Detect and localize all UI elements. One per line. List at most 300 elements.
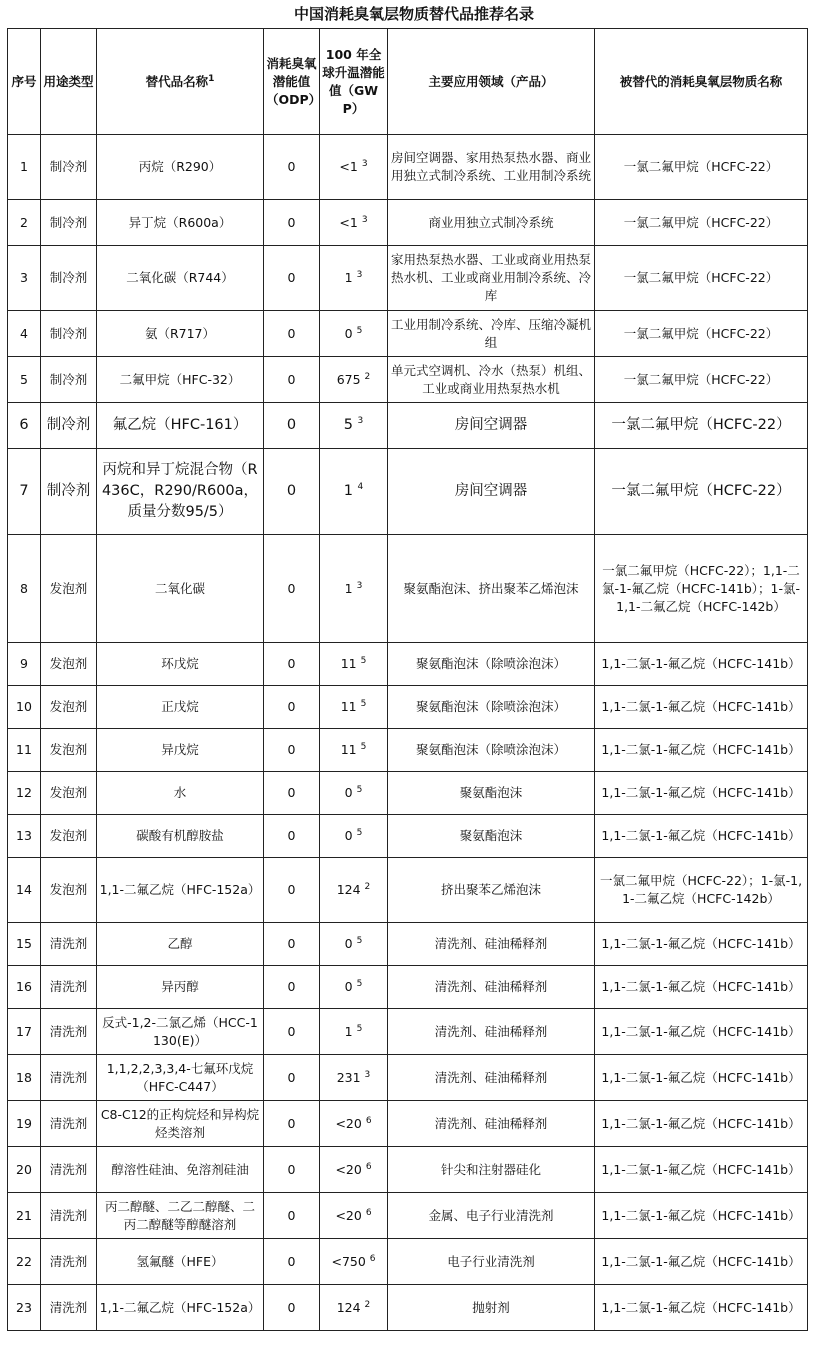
cell-gwp [320,858,388,923]
cell-replaced [595,923,808,966]
cell-odp [264,729,320,772]
cell-replaced-text: 1,1-二氯-1-氟乙烷（HCFC-141b） [601,1207,801,1223]
cell-name [97,815,264,858]
table-row [8,858,808,923]
gwp-footnote: 5 [356,1023,363,1034]
cell-no [8,449,41,535]
cell-gwp-text: <1 [339,214,358,230]
cell-odp [264,772,320,815]
header-replaced: 被替代的消耗臭氧层物质名称 [595,29,808,135]
cell-gwp-text: 1 [343,483,353,499]
cell-no [8,643,41,686]
cell-type [41,772,97,815]
cell-name-text: 碳酸有机醇胺盐 [136,828,224,843]
cell-replaced [595,1055,808,1101]
cell-name [97,1285,264,1331]
gwp-footnote: 6 [369,1253,376,1264]
cell-gwp [320,643,388,686]
cell-name [97,1009,264,1055]
table-row [8,357,808,403]
cell-no-text: 22 [16,1253,32,1269]
cell-replaced [595,1193,808,1239]
cell-replaced [595,1147,808,1193]
cell-replaced [595,729,808,772]
cell-application-text: 房间空调器 [454,483,528,499]
table-row [8,200,808,246]
cell-replaced [595,815,808,858]
cell-no [8,1285,41,1331]
cell-replaced [595,311,808,357]
cell-name-text: 二氟甲烷（HFC-32） [119,371,241,387]
cell-type [41,815,97,858]
cell-replaced-text: 一氯二氟甲烷（HCFC-22） [611,483,791,499]
cell-application-text: 挤出聚苯乙烯泡沫 [440,882,541,897]
cell-replaced-text: 一氯二氟甲烷（HCFC-22） [623,270,779,285]
cell-name [97,1193,264,1239]
cell-gwp-text: 124 [336,882,361,897]
cell-type [41,923,97,966]
gwp-footnote: 3 [357,416,364,427]
cell-name-text: 氟乙烷（HFC-161） [112,417,248,433]
cell-odp-text: 0 [287,656,296,671]
cell-replaced-text: 1,1-二氯-1-氟乙烷（HCFC-141b） [601,1253,801,1269]
cell-no-text: 9 [20,656,28,671]
cell-odp [264,686,320,729]
cell-application-text: 聚氨酯泡沫（除喷涂泡沫） [415,656,566,671]
cell-odp [264,311,320,357]
cell-gwp-text: 11 [340,699,357,714]
cell-type [41,449,97,535]
cell-type [41,535,97,643]
cell-type-text: 清洗剂 [49,1207,88,1223]
cell-application [388,815,595,858]
gwp-footnote: 3 [361,158,368,169]
table-row [8,729,808,772]
cell-gwp [320,200,388,246]
cell-application-text: 聚氨酯泡沫、挤出聚苯乙烯泡沫 [403,580,579,596]
cell-odp [264,643,320,686]
cell-type [41,403,97,449]
table-row [8,403,808,449]
cell-odp-text: 0 [287,882,296,897]
cell-type [41,966,97,1009]
cell-no [8,772,41,815]
cell-application-text: 聚氨酯泡沫（除喷涂泡沫） [415,699,566,714]
cell-no-text: 21 [16,1207,32,1223]
cell-type [41,357,97,403]
header-type: 用途类型 [41,29,97,135]
gwp-footnote: 5 [360,741,367,752]
cell-type [41,311,97,357]
cell-no [8,1147,41,1193]
cell-gwp [320,729,388,772]
cell-no-text: 18 [16,1069,32,1085]
cell-name-text: 氢氟醚（HFE） [136,1253,224,1269]
cell-gwp [320,449,388,535]
gwp-footnote: 5 [356,978,363,989]
cell-replaced-text: 一氯二氟甲烷（HCFC-22） [623,371,779,387]
cell-type-text: 发泡剂 [49,882,88,897]
cell-application [388,1285,595,1331]
gwp-footnote: 6 [365,1207,372,1218]
cell-gwp [320,1101,388,1147]
cell-replaced-text: 一氯二氟甲烷（HCFC-22） [623,159,779,174]
cell-application-text: 清洗剂、硅油稀释剂 [434,1069,548,1085]
cell-application-text: 聚氨酯泡沫 [459,828,523,843]
cell-application [388,200,595,246]
cell-replaced-text: 1,1-二氯-1-氟乙烷（HCFC-141b） [601,742,801,757]
cell-no [8,311,41,357]
cell-odp [264,246,320,311]
cell-odp [264,200,320,246]
table-row [8,686,808,729]
cell-gwp-text: 0 [344,828,353,843]
cell-name-text: 乙醇 [167,936,193,951]
cell-name [97,729,264,772]
cell-replaced [595,403,808,449]
cell-replaced [595,1101,808,1147]
cell-application-text: 清洗剂、硅油稀释剂 [434,936,548,951]
gwp-footnote: 4 [357,482,364,493]
cell-name [97,686,264,729]
cell-replaced-text: 1,1-二氯-1-氟乙烷（HCFC-141b） [601,1023,801,1039]
cell-no-text: 4 [20,325,28,341]
cell-gwp-text: 11 [340,742,357,757]
cell-odp [264,966,320,1009]
cell-application [388,643,595,686]
cell-odp-text: 0 [287,1023,296,1039]
cell-no [8,1009,41,1055]
cell-gwp-text: 1 [344,1023,353,1039]
cell-name [97,1101,264,1147]
cell-gwp [320,1009,388,1055]
table-row [8,535,808,643]
cell-no-text: 8 [20,580,28,596]
cell-replaced-text: 1,1-二氯-1-氟乙烷（HCFC-141b） [601,828,801,843]
cell-name [97,357,264,403]
header-odp: 消耗臭氧潜能值（ODP） [264,29,320,135]
cell-no-text: 3 [20,270,28,285]
cell-name-text: 氨（R717） [144,325,216,341]
cell-replaced [595,449,808,535]
cell-name-text: 丙烷和异丁烷混合物（R436C，R290/R600a，质量分数95/5） [101,462,259,520]
cell-type [41,1101,97,1147]
cell-gwp [320,1285,388,1331]
cell-name [97,966,264,1009]
gwp-footnote: 5 [356,325,363,336]
cell-replaced [595,686,808,729]
cell-type-text: 制冷剂 [49,371,88,387]
cell-replaced [595,772,808,815]
cell-no [8,966,41,1009]
cell-application [388,135,595,200]
table-row [8,1101,808,1147]
table-row [8,1193,808,1239]
table-row [8,449,808,535]
cell-application [388,357,595,403]
cell-odp [264,858,320,923]
cell-no [8,858,41,923]
cell-odp-text: 0 [287,159,296,174]
cell-no [8,403,41,449]
cell-application [388,923,595,966]
cell-odp-text: 0 [287,936,296,951]
cell-odp-text: 0 [287,214,296,230]
cell-odp-text: 0 [287,1253,296,1269]
cell-application-text: 商业用独立式制冷系统 [428,214,554,230]
cell-odp-text: 0 [287,1207,296,1223]
cell-name-text: 醇溶性硅油、免溶剂硅油 [111,1161,249,1177]
cell-type-text: 制冷剂 [46,483,91,499]
cell-application [388,449,595,535]
cell-type-text: 制冷剂 [49,159,88,174]
cell-gwp-text: 231 [336,1069,361,1085]
cell-no [8,1239,41,1285]
cell-replaced-text: 一氯二氟甲烷（HCFC-22）；1,1-二氯-1-氟乙烷（HCFC-141b）；1-氯-1,1-二氟乙烷（HCFC-142b） [601,562,801,614]
cell-no [8,200,41,246]
cell-gwp [320,357,388,403]
cell-odp-text: 0 [287,828,296,843]
header-name [97,29,264,135]
cell-no-text: 16 [16,979,32,994]
cell-replaced-text: 一氯二氟甲烷（HCFC-22） [623,214,779,230]
cell-replaced [595,643,808,686]
header-row [8,29,808,135]
cell-odp [264,1147,320,1193]
cell-type-text: 制冷剂 [49,270,88,285]
cell-name-text: 正戊烷 [161,699,199,714]
cell-replaced-text: 一氯二氟甲烷（HCFC-22） [611,417,791,433]
header-application: 主要应用领域（产品） [388,29,595,135]
table-row [8,1285,808,1331]
substitutes-table [7,28,808,1331]
cell-name-text: 二氧化碳 [154,580,205,596]
cell-odp [264,1193,320,1239]
cell-gwp [320,135,388,200]
cell-application-text: 金属、电子行业清洗剂 [428,1207,554,1223]
cell-gwp-text: 675 [336,371,361,387]
cell-application [388,858,595,923]
cell-application-text: 清洗剂、硅油稀释剂 [434,979,548,994]
cell-name-text: 环戊烷 [161,656,199,671]
cell-name-text: 异丙醇 [161,979,199,994]
cell-odp [264,1009,320,1055]
cell-type-text: 清洗剂 [49,936,88,951]
cell-replaced-text: 一氯二氟甲烷（HCFC-22）；1-氯-1,1-二氟乙烷（HCFC-142b） [599,873,803,906]
cell-name [97,1055,264,1101]
cell-name [97,772,264,815]
cell-gwp [320,246,388,311]
cell-name [97,858,264,923]
cell-replaced-text: 1,1-二氯-1-氟乙烷（HCFC-141b） [601,1069,801,1085]
cell-no-text: 12 [16,785,32,800]
cell-type [41,1239,97,1285]
cell-application-text: 单元式空调机、冷水（热泵）机组、工业或商业用热泵热水机 [390,362,591,396]
cell-odp [264,535,320,643]
cell-name-text: 反式-1,2-二氯乙烯（HCC-1130(E)） [102,1014,258,1048]
cell-name-text: 1,1-二氟乙烷（HFC-152a） [99,882,261,897]
table-row [8,135,808,200]
cell-no [8,1055,41,1101]
cell-application-text: 针尖和注射器硅化 [440,1161,541,1177]
cell-application [388,1239,595,1285]
cell-gwp [320,403,388,449]
cell-name-text: 丙烷（R290） [138,159,222,174]
cell-odp [264,135,320,200]
table-row [8,1055,808,1101]
cell-name-text: 1,1,2,2,3,3,4-七氟环戊烷（HFC-C447） [106,1060,254,1094]
cell-type [41,729,97,772]
gwp-footnote: 3 [356,580,363,591]
cell-type-text: 制冷剂 [46,417,91,433]
gwp-footnote: 5 [360,698,367,709]
gwp-footnote: 3 [364,1069,371,1080]
page-title: 中国消耗臭氧层物质替代品推荐名录 [293,5,534,23]
cell-application-text: 清洗剂、硅油稀释剂 [434,1023,548,1039]
table-row [8,643,808,686]
cell-name [97,135,264,200]
table-row [8,966,808,1009]
cell-odp [264,1239,320,1285]
cell-gwp-text: <20 [335,1207,362,1223]
cell-gwp [320,1147,388,1193]
cell-gwp-text: 0 [344,936,353,951]
cell-no [8,357,41,403]
cell-no-text: 20 [16,1161,32,1177]
cell-replaced [595,858,808,923]
cell-type-text: 清洗剂 [49,1299,88,1315]
cell-name-text: 水 [173,785,187,800]
cell-no [8,1101,41,1147]
cell-gwp-text: 0 [344,785,353,800]
cell-application [388,686,595,729]
cell-type [41,200,97,246]
cell-name-text: 异戊烷 [161,742,199,757]
cell-name [97,923,264,966]
cell-replaced [595,1009,808,1055]
cell-name [97,535,264,643]
cell-application [388,535,595,643]
cell-odp-text: 0 [287,979,296,994]
cell-no [8,729,41,772]
table-row [8,311,808,357]
cell-gwp [320,815,388,858]
cell-odp-text: 0 [287,325,296,341]
cell-replaced [595,135,808,200]
table-row [8,1239,808,1285]
cell-type [41,858,97,923]
cell-name [97,643,264,686]
cell-name [97,403,264,449]
cell-no-text: 1 [20,159,28,174]
cell-name-text: 1,1-二氟乙烷（HFC-152a） [99,1299,261,1315]
cell-name [97,200,264,246]
cell-no-text: 7 [19,483,29,499]
cell-application [388,1009,595,1055]
cell-application [388,1055,595,1101]
cell-replaced [595,200,808,246]
cell-gwp-text: 1 [344,580,353,596]
cell-type [41,1009,97,1055]
cell-type-text: 清洗剂 [49,1023,88,1039]
cell-odp-text: 0 [287,1161,296,1177]
table-row [8,923,808,966]
gwp-footnote: 3 [361,214,368,225]
cell-type-text: 清洗剂 [49,1115,88,1131]
cell-no-text: 10 [16,699,32,714]
gwp-footnote: 5 [356,784,363,795]
cell-replaced-text: 1,1-二氯-1-氟乙烷（HCFC-141b） [601,936,801,951]
cell-odp-text: 0 [287,270,296,285]
cell-odp-text: 0 [287,1069,296,1085]
cell-type-text: 发泡剂 [49,656,88,671]
cell-type-text: 清洗剂 [49,1069,88,1085]
cell-gwp-text: <750 [331,1253,366,1269]
cell-application-text: 清洗剂、硅油稀释剂 [434,1115,548,1131]
cell-odp [264,1285,320,1331]
cell-type [41,1055,97,1101]
cell-gwp-text: 11 [340,656,357,671]
cell-application [388,311,595,357]
table-body [8,135,808,1331]
cell-odp [264,1055,320,1101]
table-row [8,1009,808,1055]
cell-no-text: 19 [16,1115,32,1131]
cell-name [97,246,264,311]
cell-name [97,449,264,535]
cell-replaced [595,535,808,643]
cell-type [41,1193,97,1239]
cell-type [41,686,97,729]
cell-type-text: 发泡剂 [49,699,88,714]
cell-name [97,1239,264,1285]
cell-replaced-text: 1,1-二氯-1-氟乙烷（HCFC-141b） [601,1299,801,1315]
cell-application [388,966,595,1009]
cell-replaced [595,1285,808,1331]
table-row [8,1147,808,1193]
cell-replaced-text: 1,1-二氯-1-氟乙烷（HCFC-141b） [601,785,801,800]
gwp-footnote: 5 [356,827,363,838]
cell-application-text: 房间空调器 [454,417,528,433]
cell-odp [264,815,320,858]
cell-odp-text: 0 [287,785,296,800]
cell-gwp [320,1193,388,1239]
cell-application [388,1193,595,1239]
cell-odp-text: 0 [286,483,297,499]
cell-gwp-text: <20 [335,1161,362,1177]
cell-replaced-text: 1,1-二氯-1-氟乙烷（HCFC-141b） [601,656,801,671]
header-name-text: 替代品名称 [145,73,209,89]
cell-no-text: 14 [16,882,32,897]
gwp-footnote: 6 [365,1161,372,1172]
cell-application-text: 房间空调器、家用热泵热水器、商业用独立式制冷系统、工业用制冷系统 [390,150,591,183]
cell-no [8,246,41,311]
cell-type-text: 清洗剂 [49,1161,88,1177]
cell-application-text: 工业用制冷系统、冷库、压缩冷凝机组 [390,316,591,350]
cell-gwp-text: 5 [343,417,353,433]
cell-gwp-text: 1 [344,270,353,285]
cell-odp-text: 0 [287,1115,296,1131]
table-row [8,772,808,815]
cell-replaced [595,966,808,1009]
cell-replaced-text: 1,1-二氯-1-氟乙烷（HCFC-141b） [601,979,801,994]
cell-type [41,643,97,686]
cell-type-text: 制冷剂 [49,214,88,230]
cell-replaced [595,357,808,403]
cell-odp-text: 0 [287,699,296,714]
cell-application-text: 抛射剂 [472,1299,510,1315]
header-no: 序号 [8,29,41,135]
